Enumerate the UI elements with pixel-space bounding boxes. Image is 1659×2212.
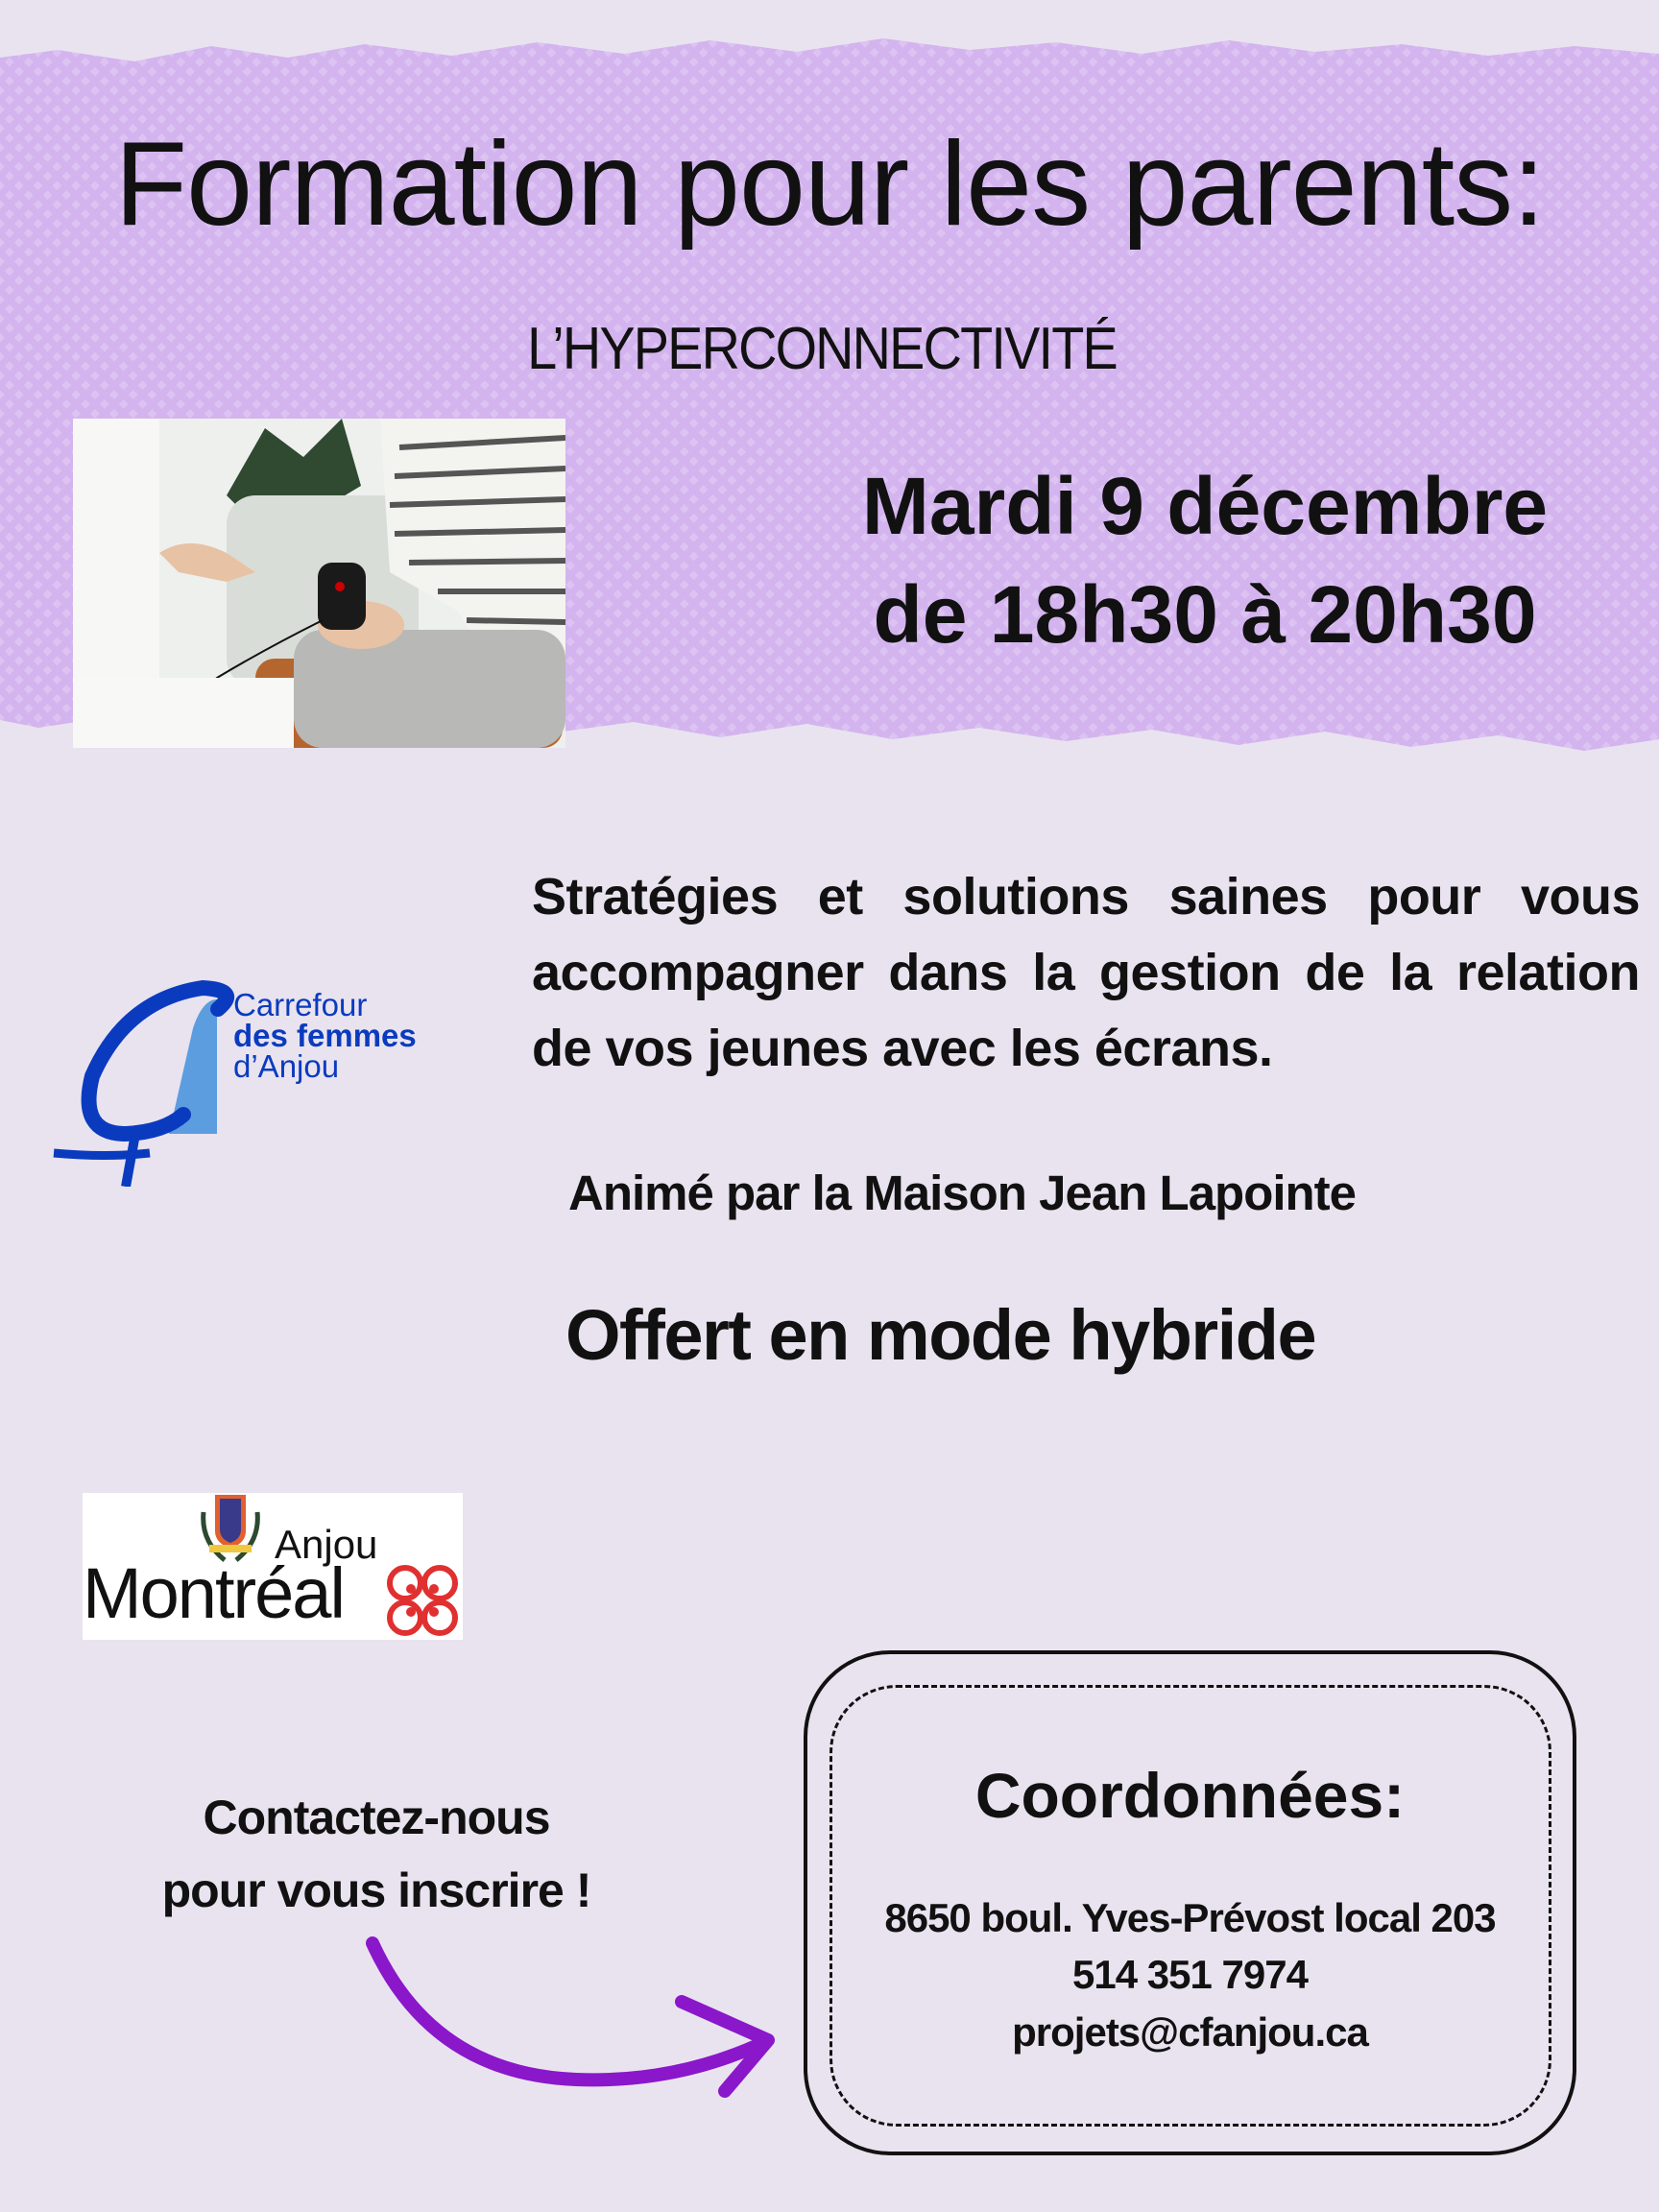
- cta-line1: Contactez-nous: [203, 1791, 550, 1844]
- subtitle: L’HYPERCONNECTIVITÉ: [527, 316, 1117, 382]
- cfa-logo-line1: Carrefour: [233, 987, 368, 1022]
- mode-text: Offert en mode hybride: [565, 1295, 1316, 1375]
- host-text: Animé par la Maison Jean Lapointe: [568, 1166, 1357, 1220]
- event-date: Mardi 9 décembre: [861, 461, 1549, 551]
- arrow-icon: [355, 1930, 787, 2103]
- cfa-logo: [49, 971, 433, 1187]
- logo-city: Montréal: [83, 1553, 344, 1633]
- cta-line2: pour vous inscrire !: [161, 1863, 591, 1917]
- logo-borough: Anjou: [275, 1522, 378, 1567]
- contact-email[interactable]: projets@cfanjou.ca: [1012, 2009, 1368, 2055]
- photo-child-gaming: [73, 419, 565, 748]
- event-time: de 18h30 à 20h30: [873, 569, 1537, 660]
- cfa-logo-line2: des femmes: [233, 1018, 417, 1053]
- page-title: Formation pour les parents:: [114, 118, 1545, 251]
- montreal-anjou-logo: [83, 1493, 463, 1640]
- contact-address: 8650 boul. Yves-Prévost local 203: [884, 1895, 1496, 1940]
- cfa-logo-line3: d’Anjou: [233, 1048, 340, 1084]
- contact-title: Coordonnées:: [974, 1760, 1406, 1831]
- description: Stratégies et solutions saines pour vous accompagner dans la gestion de la relation de vos jeunes avec les écrans.: [532, 868, 1640, 1077]
- montreal-flower-icon: [382, 1560, 463, 1641]
- contact-phone[interactable]: 514 351 7974: [1072, 1952, 1308, 1997]
